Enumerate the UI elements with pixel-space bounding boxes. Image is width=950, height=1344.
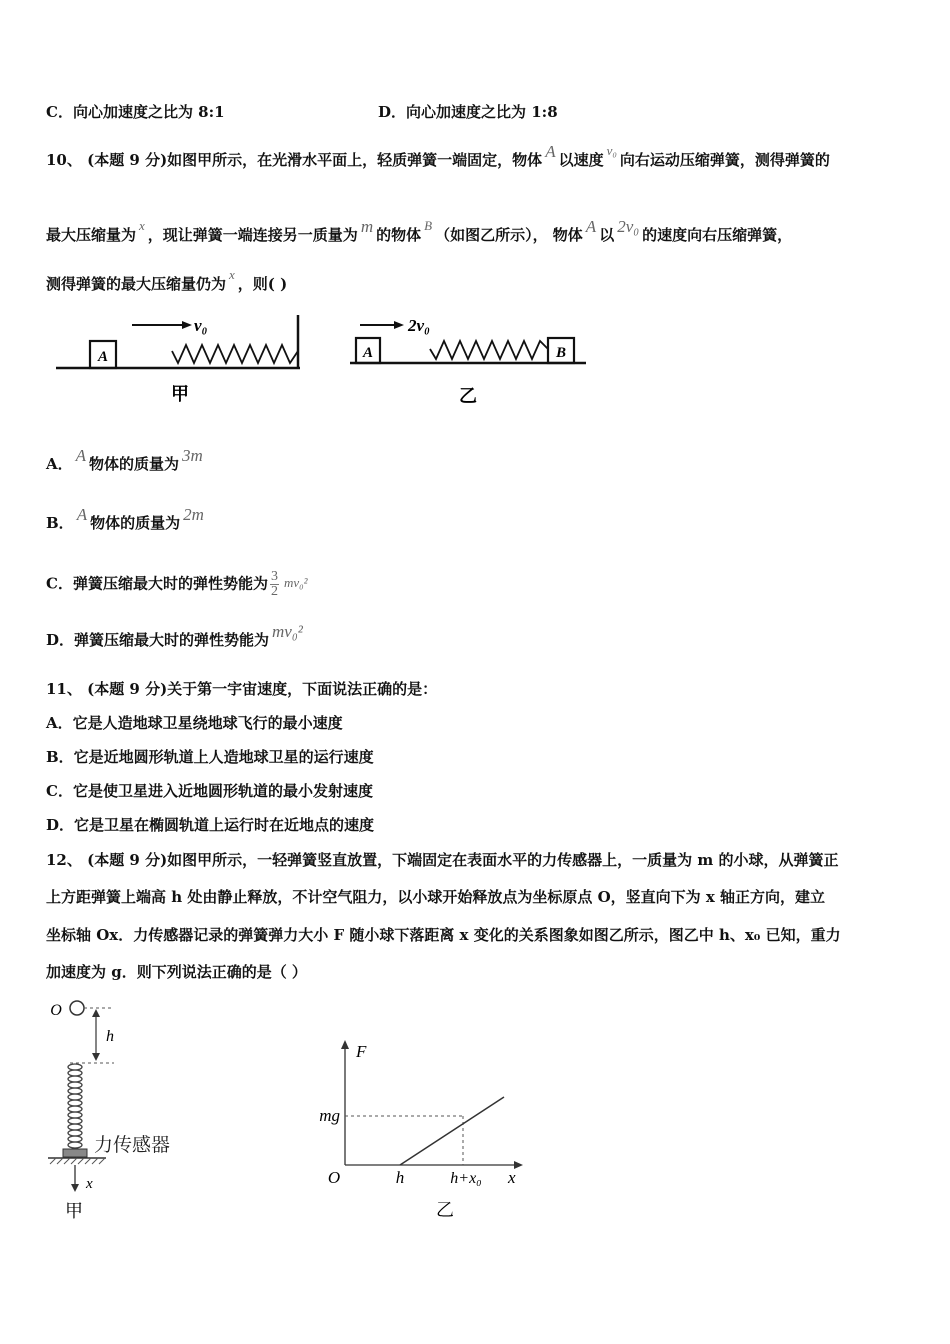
q10-sym-v0: v₀ <box>606 143 617 158</box>
q12-figure-jia <box>44 995 214 1227</box>
h-arrow-up <box>92 1009 100 1017</box>
jia-origin-label: O <box>50 1002 62 1019</box>
q10-text: 的速度向右压缩弹簧， <box>642 226 793 244</box>
jia-arrow-head <box>182 321 192 329</box>
q10-stem-line1 <box>46 142 830 171</box>
q10-sym-A: A <box>585 217 597 236</box>
chart-y-axis-arrow <box>341 1040 349 1049</box>
chart-x-label: x <box>508 1168 516 1187</box>
q10-fraction: $\frac{3}{2}$ <box>270 569 278 599</box>
q10-text: 向右运动压缩弹簧，测得弹簧的 <box>619 151 830 169</box>
q10-stem-line2 <box>46 217 793 246</box>
q10-option-c <box>46 570 311 599</box>
q10-option-a <box>46 446 206 474</box>
q10-sym-2v0: 2v₀ <box>617 217 640 236</box>
q10-text: 的物体 <box>376 226 422 244</box>
q12-stem-line1: 12、 (本题 9 分)如图甲所示，一轻弹簧竖直放置，下端固定在表面水平的力传感器上，一质量为 m 的小球，从弹簧正 <box>46 851 839 869</box>
jia-block-a-label: A <box>97 349 109 365</box>
h-arrow-down <box>92 1053 100 1061</box>
q10-text: 测得弹簧的最大压缩量仍为 <box>46 275 227 293</box>
q10-opt-text: D．弹簧压缩最大时的弹性势能为 <box>46 631 270 649</box>
q10-sym-x: x <box>139 218 145 233</box>
ball <box>70 1001 84 1015</box>
prev-option-d: D．向心加速度之比为 1:8 <box>378 103 558 121</box>
q10-opt-label: B． <box>46 514 74 532</box>
jia-caption: 甲 <box>171 384 189 404</box>
q10-text: ，则( ) <box>237 275 288 293</box>
q10-opt-text: C．弹簧压缩最大时的弹性势能为 <box>46 574 268 593</box>
yi-block-a-label: A <box>362 345 374 361</box>
q10-sym-x: x <box>229 267 235 282</box>
q10-sym-A: A <box>76 505 88 524</box>
jia-h-label: h <box>106 1028 114 1045</box>
prev-option-c: C．向心加速度之比为 8:1 <box>46 103 225 121</box>
q10-text: （如图乙所示）， 物体 <box>435 226 583 244</box>
q11-option-b: B．它是近地圆形轨道上人造地球卫星的运行速度 <box>46 748 374 766</box>
q10-option-b <box>46 505 207 533</box>
chart-caption: 乙 <box>436 1200 454 1220</box>
jia-velocity-label: v₀ <box>194 316 208 335</box>
yi-caption: 乙 <box>459 386 477 406</box>
q11-option-c: C．它是使卫星进入近地圆形轨道的最小发射速度 <box>46 782 373 800</box>
q12-stem-line3: 坐标轴 Ox．力传感器记录的弹簧弹力大小 F 随小球下落距离 x 变化的关系图象如图乙所示，图乙中 h、x₀ 已知，重力 <box>46 926 841 944</box>
vertical-spring <box>68 1064 82 1148</box>
q10-sym-A: A <box>75 446 87 465</box>
x-axis-arrow-head <box>71 1184 79 1192</box>
q10-opt-c-value: mv₀² <box>283 574 308 590</box>
q10-opt-a-value: 3m <box>182 446 203 465</box>
jia-x-label: x <box>86 1176 93 1192</box>
q10-opt-b-value: 2m <box>183 505 204 524</box>
q10-text: 以速度 <box>558 151 604 169</box>
chart-tick-mg: mg <box>319 1106 340 1125</box>
ground-hatching <box>50 1158 105 1164</box>
q10-text: 以 <box>599 226 615 244</box>
q10-opt-text: 物体的质量为 <box>89 455 180 473</box>
q10-sym-m: m <box>360 217 374 236</box>
q12-fx-chart <box>310 1035 540 1220</box>
q10-option-d <box>46 622 306 650</box>
yi-block-b-label: B <box>555 345 567 361</box>
q11-option-d: D．它是卫星在椭圆轨道上运行时在近地点的速度 <box>46 816 375 834</box>
q12-stem-line4: 加速度为 g．则下列说法正确的是（ ） <box>46 963 307 981</box>
jia-spring <box>172 345 298 363</box>
q12-jia-caption: 甲 <box>65 1201 83 1221</box>
q10-sym-A: A <box>545 142 556 161</box>
chart-tick-h: h <box>395 1168 405 1187</box>
q10-opt-label: A． <box>46 455 73 473</box>
q10-opt-d-value: mv₀² <box>272 622 303 641</box>
chart-series-line <box>400 1097 504 1165</box>
chart-y-label: F <box>356 1042 367 1061</box>
q10-opt-text: 物体的质量为 <box>90 514 181 532</box>
yi-arrow-head <box>394 321 404 329</box>
chart-tick-hx0: h+x₀ <box>450 1170 482 1187</box>
q10-text: ，现让弹簧一端连接另一质量为 <box>147 226 358 244</box>
q12-stem-line2: 上方距弹簧上端高 h 处由静止释放，不计空气阻力，以小球开始释放点为坐标原点 O，竖直向下为 x 轴正方向，建立 <box>46 888 826 906</box>
q11-stem: 11、 (本题 9 分)关于第一宇宙速度，下面说法正确的是： <box>46 680 438 698</box>
q10-text: 最大压缩量为 <box>46 226 137 244</box>
yi-spring <box>430 341 548 359</box>
q10-stem-line3 <box>46 267 288 295</box>
chart-origin-label: O <box>327 1168 341 1187</box>
yi-velocity-label: 2v₀ <box>408 316 430 335</box>
q10-sym-B: B <box>424 218 433 233</box>
q11-option-a: A．它是人造地球卫星绕地球飞行的最小速度 <box>46 714 343 732</box>
force-sensor <box>63 1149 87 1157</box>
sensor-label: 力传感器 <box>94 1135 171 1156</box>
q10-text: 10、 (本题 9 分)如图甲所示，在光滑水平面上，轻质弹簧一端固定，物体 <box>46 151 543 169</box>
q10-figure <box>50 305 595 415</box>
